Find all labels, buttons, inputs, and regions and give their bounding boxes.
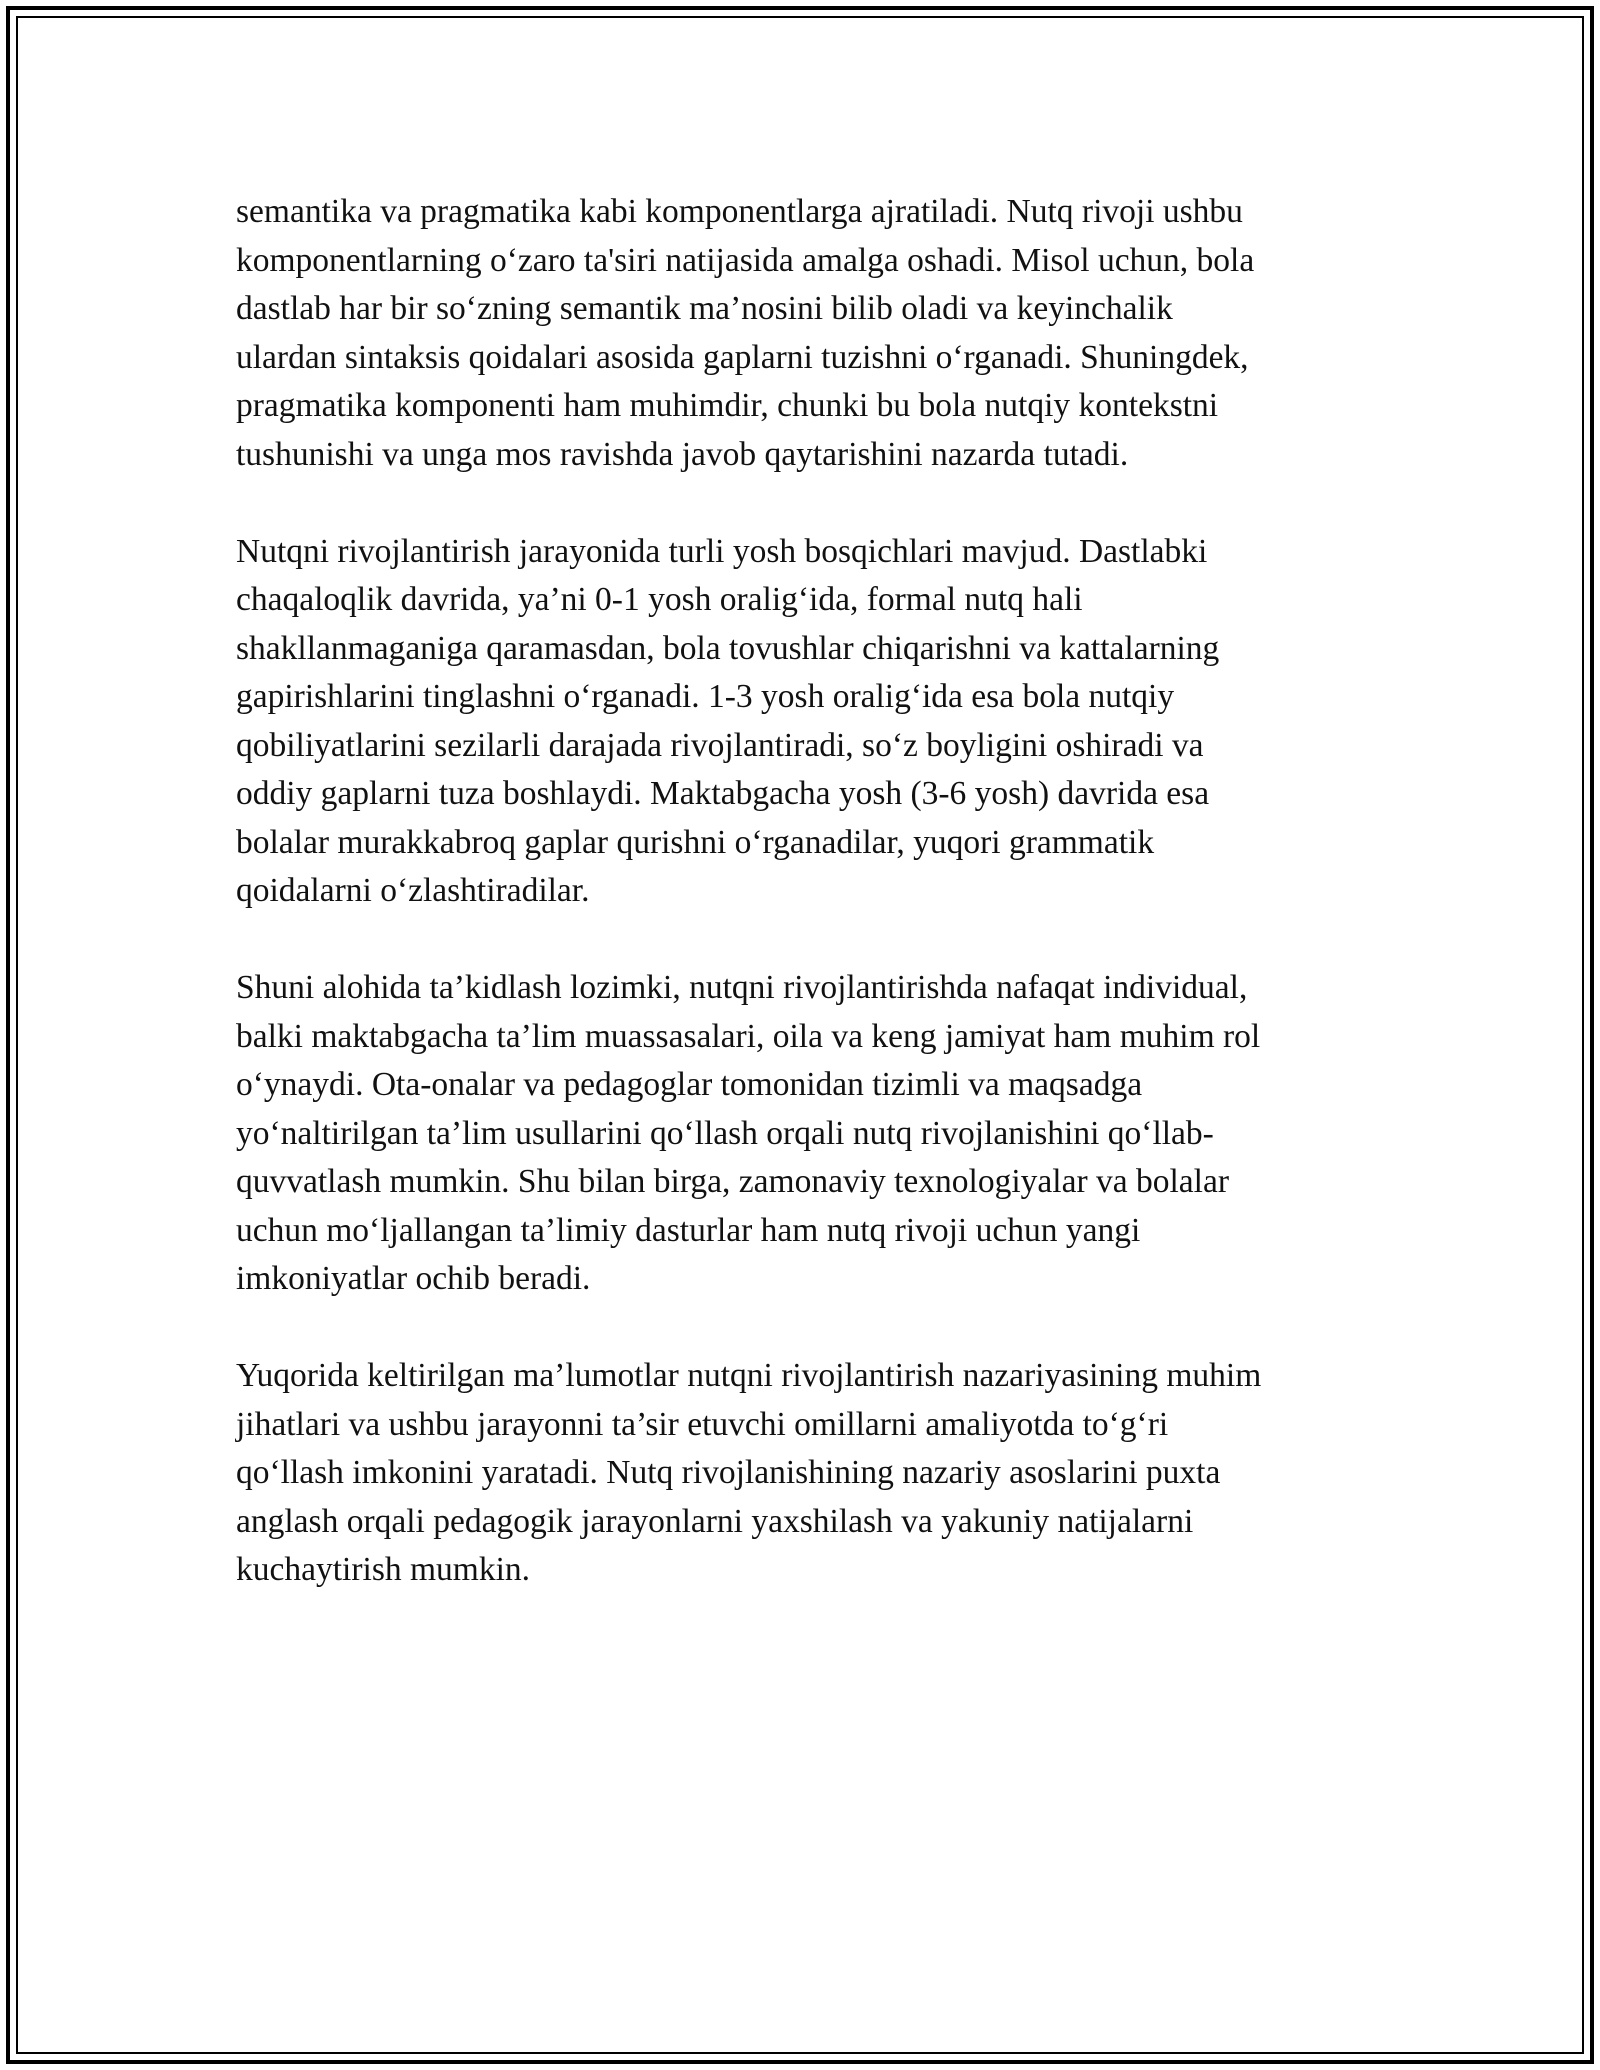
paragraph-3: Shuni alohida ta’kidlash lozimki, nutqni rivojlantirishda nafaqat individual, balki maktabgacha ta’lim muassasalari, oila va keng jamiyat ham muhim rol o‘ynaydi. Ota-onalar va pedagoglar tomonidan tizimli va maqsadga yo‘naltirilgan ta’lim usullarini qo‘llash orqali nutq rivojlanishini qo‘llab- quvvatlash mumkin. Shu bilan birga, zamonaviy texnologiyalar va bolalar uchun mo‘ljallangan ta’limiy dasturlar ham nutq rivoji uchun yangi imkoniyatlar ochib beradi. (236, 969, 1261, 1297)
document-body (236, 188, 1386, 1643)
paragraph-2: Nutqni rivojlantirish jarayonida turli yosh bosqichlari mavjud. Dastlabki chaqaloqlik davrida, ya’ni 0-1 yosh oralig‘ida, formal nutq hali shakllanmaganiga qaramasdan, bola tovushlar chiqarishni va kattalarning gapirishlarini tinglashni o‘rganadi. 1-3 yosh oralig‘ida esa bola nutqiy qobiliyatlarini sezilarli darajada rivojlantiradi, so‘z boyligini oshiradi va oddiy gaplarni tuza boshlaydi. Maktabgacha yosh (3-6 yosh) davrida esa bolalar murakkabroq gaplar qurishni o‘rganadilar, yuqori grammatik qoidalarni o‘zlashtiradilar. (236, 532, 1220, 909)
paragraph-1: semantika va pragmatika kabi komponentlarga ajratiladi. Nutq rivoji ushbu komponentlarning o‘zaro ta'siri natijasida amalga oshadi. Misol uchun, bola dastlab har bir so‘zning semantik ma’nosini bilib oladi va keyinchalik ulardan sintaksis qoidalari asosida gaplarni tuzishni o‘rganadi. Shuningdek, pragmatika komponenti ham muhimdir, chunki bu bola nutqiy kontekstni tushunishi va unga mos ravishda javob qaytarishini nazarda tutadi. (236, 193, 1255, 473)
paragraph-4: Yuqorida keltirilgan ma’lumotlar nutqni rivojlantirish nazariyasining muhim jihatlari va ushbu jarayonni ta’sir etuvchi omillarni amaliyotda to‘g‘ri qo‘llash imkonini yaratadi. Nutq rivojlanishining nazariy asoslarini puxta anglash orqali pedagogik jarayonlarni yaxshilash va yakuniy natijalarni kuchaytirish mumkin. (236, 1357, 1262, 1588)
